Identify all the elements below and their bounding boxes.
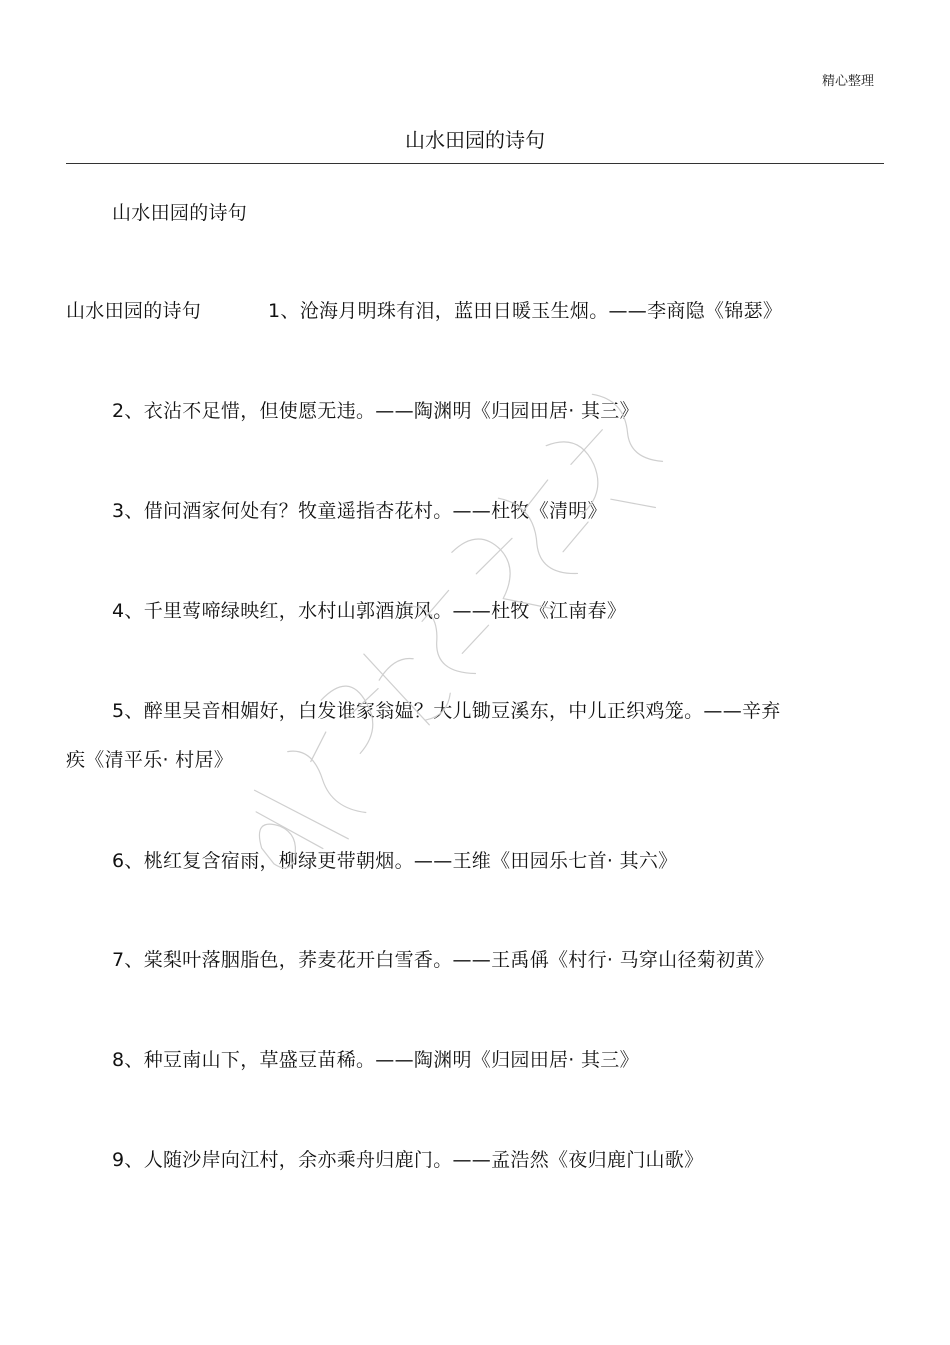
poem-line-5-part-2: 疾《清平乐· 村居》 [66, 749, 234, 771]
intro-label: 山水田园的诗句 [66, 300, 202, 322]
poem-line-2: 2、衣沾不足惜，但使愿无违。——陶渊明《归园田居· 其三》 [112, 400, 639, 422]
section-subtitle: 山水田园的诗句 [112, 202, 248, 224]
title-divider [66, 163, 884, 164]
poem-line-5-part-1: 5、醉里吴音相媚好，白发谁家翁媪？大儿锄豆溪东，中儿正织鸡笼。——辛弃 [112, 700, 781, 722]
poem-line-8: 8、种豆南山下，草盛豆苗稀。——陶渊明《归园田居· 其三》 [112, 1049, 639, 1071]
poem-line-4: 4、千里莺啼绿映红，水村山郭酒旗风。——杜牧《江南春》 [112, 600, 627, 622]
poem-line-6: 6、桃红复含宿雨，柳绿更带朝烟。——王维《田园乐七首· 其六》 [112, 850, 678, 872]
poem-line-3: 3、借问酒家何处有？牧童遥指杏花村。——杜牧《清明》 [112, 500, 607, 522]
poem-line-7: 7、棠梨叶落胭脂色，荞麦花开白雪香。——王禹偁《村行· 马穿山径菊初黄》 [112, 949, 774, 971]
page-title: 山水田园的诗句 [405, 128, 545, 152]
corner-note: 精心整理 [821, 74, 874, 89]
poem-line-1: 1、沧海月明珠有泪，蓝田日暖玉生烟。——李商隐《锦瑟》 [268, 300, 783, 322]
poem-line-9: 9、人随沙岸向江村，余亦乘舟归鹿门。——孟浩然《夜归鹿门山歌》 [112, 1149, 704, 1171]
